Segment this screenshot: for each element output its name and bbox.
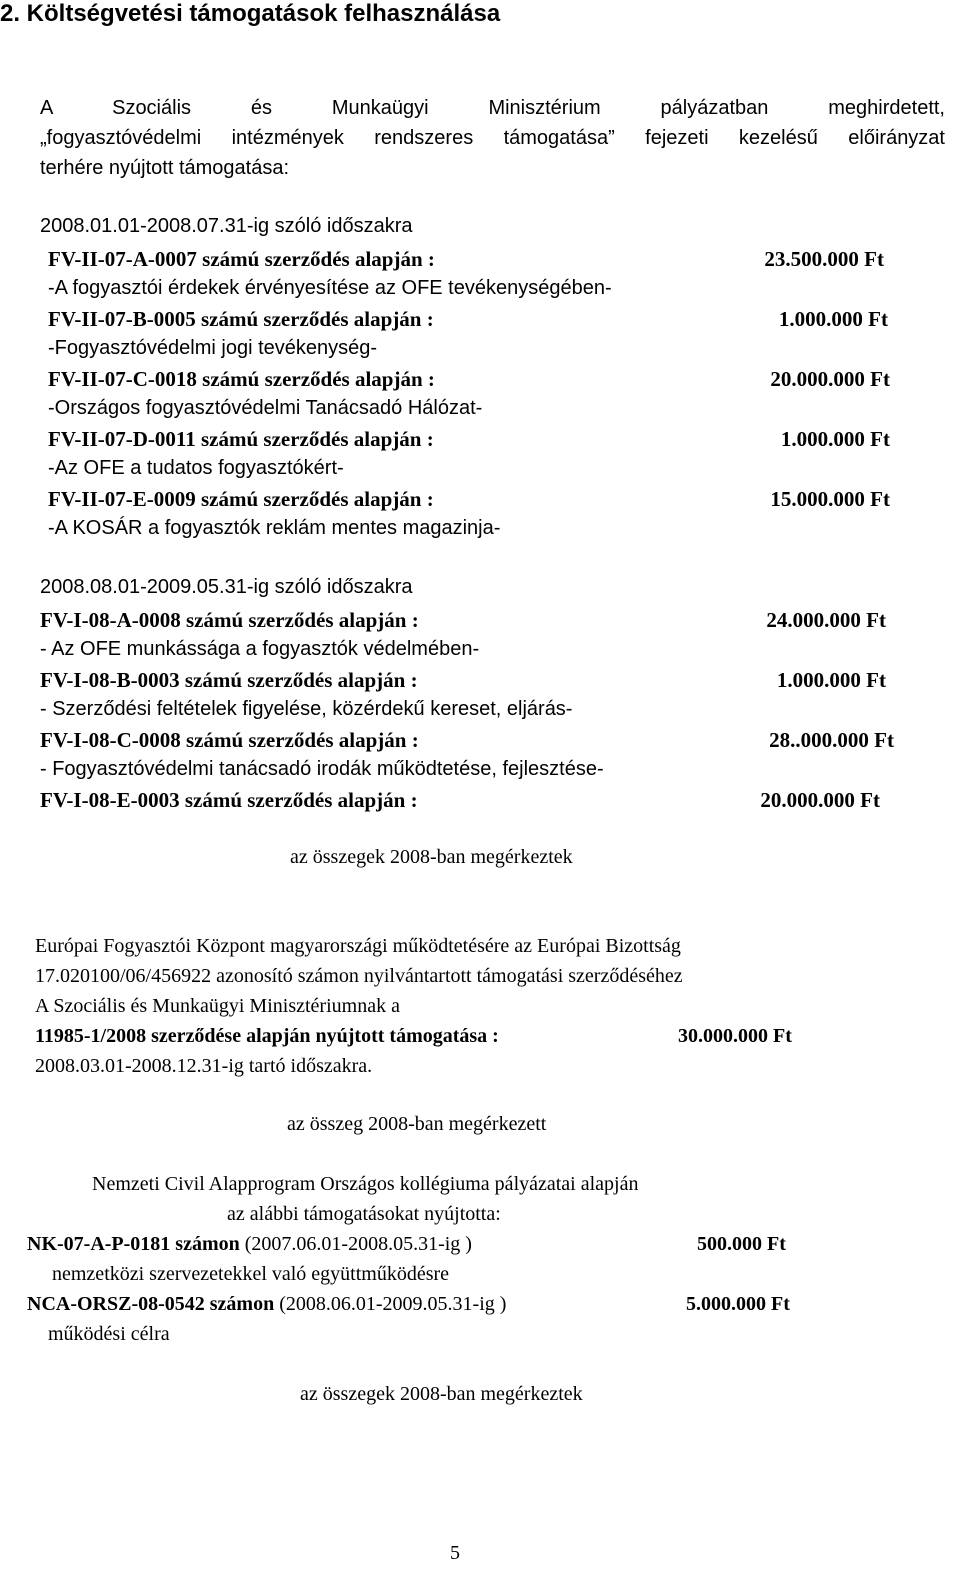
eu-line-2: 17.020100/06/456922 azonosító számon nyilvántartott támogatási szerződéséhez — [35, 965, 683, 987]
nca-item-2-period: (2008.06.01-2009.05.31-ig ) — [279, 1293, 507, 1315]
page-number: 5 — [450, 1542, 460, 1564]
nca-line-2: az alábbi támogatásokat nyújtotta: — [227, 1203, 501, 1225]
eu-note: az összeg 2008-ban megérkezett — [287, 1113, 547, 1135]
period2-contract-e: FV-I-08-E-0003 számú szerződés alapján : — [40, 788, 418, 812]
nca-item-2-amount: 5.000.000 Ft — [686, 1293, 790, 1315]
nca-item-1-code: NK-07-A-P-0181 számon — [27, 1233, 240, 1255]
period1-amount-a: 23.500.000 Ft — [764, 247, 884, 271]
period1-amount-d: 1.000.000 Ft — [780, 427, 890, 451]
period1-title: 2008.01.01-2008.07.31-ig szóló időszakra — [40, 215, 413, 237]
period2-amount-b: 1.000.000 Ft — [776, 668, 886, 692]
period1-desc-e: -A KOSÁR a fogyasztók reklám mentes magazinja- — [48, 517, 501, 539]
period1-desc-d: -Az OFE a tudatos fogyasztókért- — [48, 457, 344, 479]
eu-line-3: A Szociális és Munkaügyi Minisztériumnak a — [35, 995, 400, 1017]
period2-amount-a: 24.000.000 Ft — [766, 608, 886, 632]
nca-item-1-period: (2007.06.01-2008.05.31-ig ) — [244, 1233, 472, 1255]
eu-line-4: 11985-1/2008 szerződése alapján nyújtott támogatása : — [35, 1025, 499, 1047]
period1-contract-a: FV-II-07-A-0007 számú szerződés alapján : — [48, 247, 435, 271]
nca-item-1-amount: 500.000 Ft — [697, 1233, 786, 1255]
intro-line-2: „fogyasztóvédelmi intézmények rendszeres támogatása” fejezeti kezelésű előirányzat — [40, 127, 945, 149]
eu-line-1: Európai Fogyasztói Központ magyarországi működtetésére az Európai Bizottság — [35, 935, 681, 957]
period1-desc-b: -Fogyasztóvédelmi jogi tevékenység- — [48, 337, 378, 359]
period2-contract-a: FV-I-08-A-0008 számú szerződés alapján : — [40, 608, 419, 632]
period2-amount-e: 20.000.000 Ft — [760, 788, 880, 812]
period2-note: az összegek 2008-ban megérkeztek — [290, 846, 573, 868]
nca-item-1-desc: nemzetközi szervezetekkel való együttműködésre — [52, 1263, 450, 1285]
period1-amount-b: 1.000.000 Ft — [778, 307, 888, 331]
period2-amount-c: 28..000.000 Ft — [769, 728, 894, 752]
period2-desc-c: - Fogyasztóvédelmi tanácsadó irodák működtetése, fejlesztése- — [40, 758, 604, 780]
period1-contract-d: FV-II-07-D-0011 számú szerződés alapján : — [48, 427, 434, 451]
nca-item-2 — [27, 1293, 506, 1316]
period2-title: 2008.08.01-2009.05.31-ig szóló időszakra — [40, 576, 413, 598]
nca-note: az összegek 2008-ban megérkeztek — [300, 1383, 583, 1405]
period2-desc-a: - Az OFE munkássága a fogyasztók védelmében- — [40, 638, 480, 660]
intro-line-3: terhére nyújtott támogatása: — [40, 157, 290, 179]
period1-desc-a: -A fogyasztói érdekek érvényesítése az OFE tevékenységében- — [48, 277, 612, 299]
intro-line-1: A Szociális és Munkaügyi Minisztérium pályázatban meghirdetett, — [40, 97, 945, 119]
period1-desc-c: -Országos fogyasztóvédelmi Tanácsadó Hálózat- — [48, 397, 483, 419]
period2-contract-c: FV-I-08-C-0008 számú szerződés alapján : — [40, 728, 419, 752]
eu-line-5: 2008.03.01-2008.12.31-ig tartó időszakra. — [35, 1055, 373, 1077]
period1-contract-c: FV-II-07-C-0018 számú szerződés alapján : — [48, 367, 435, 391]
period2-desc-b: - Szerződési feltételek figyelése, közérdekű kereset, eljárás- — [40, 698, 573, 720]
nca-item-1 — [27, 1233, 472, 1256]
period1-contract-e: FV-II-07-E-0009 számú szerződés alapján : — [48, 487, 434, 511]
period1-amount-e: 15.000.000 Ft — [770, 487, 890, 511]
nca-item-2-desc: működési célra — [48, 1323, 170, 1345]
nca-line-1: Nemzeti Civil Alapprogram Országos kollégiuma pályázatai alapján — [92, 1173, 639, 1195]
period1-contract-b: FV-II-07-B-0005 számú szerződés alapján : — [48, 307, 434, 331]
period1-amount-c: 20.000.000 Ft — [770, 367, 890, 391]
section-heading: 2. Költségvetési támogatások felhasználása — [0, 0, 501, 27]
nca-item-2-code: NCA-ORSZ-08-0542 számon — [27, 1293, 275, 1315]
period2-contract-b: FV-I-08-B-0003 számú szerződés alapján : — [40, 668, 418, 692]
eu-amount: 30.000.000 Ft — [678, 1025, 792, 1047]
